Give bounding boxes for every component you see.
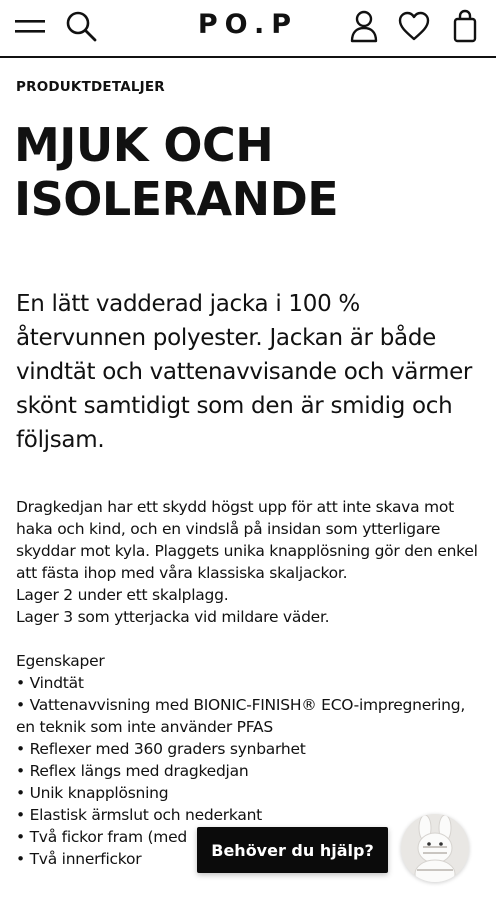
list-item: • Vindtät <box>16 672 486 694</box>
list-item: • Två fickor fram (med <box>16 826 486 848</box>
list-item: • Vattenavvisning med BIONIC-FINISH® ECO-impregnering, en teknik som inte använder PFAS <box>16 694 486 738</box>
section-label: PRODUKTDETALJER <box>16 79 165 95</box>
description-paragraph: Dragkedjan har ett skydd högst upp för att inte skava mot haka och kind, och en vindslå på insidan som ytterligare skyddar mot kyla. Plaggets unika knapplösning gör den enkel att fästa ihop med våra klassiska skaljackor. <box>16 498 478 582</box>
properties-heading: Egenskaper <box>16 652 105 670</box>
heart-icon[interactable] <box>396 8 432 44</box>
list-item: • Reflex längs med dragkedjan <box>16 760 486 782</box>
plush-bunny-avatar-icon[interactable] <box>401 814 469 882</box>
product-description <box>16 496 486 628</box>
site-header <box>0 0 496 58</box>
site-logo[interactable]: PO.P <box>197 9 299 40</box>
product-lead: En lätt vadderad jacka i 100 % återvunnen polyester. Jackan är både vindtät och vattenavvisande och värmer skönt samtidigt som den är smidig och följsam. <box>16 291 473 453</box>
list-item: • Elastisk ärmslut och nederkant <box>16 804 486 826</box>
description-line-layer-2: Lager 2 under ett skalplagg. <box>16 586 229 604</box>
description-line-layer-3: Lager 3 som ytterjacka vid mildare väder. <box>16 608 330 626</box>
list-item: • Två innerfickor <box>16 848 486 870</box>
list-item: • Unik knapplösning <box>16 782 486 804</box>
product-title: MJUK OCH ISOLERANDE <box>14 118 339 226</box>
list-item: • Reflexer med 360 graders synbarhet <box>16 738 486 760</box>
help-chat-button[interactable]: Behöver du hjälp? <box>197 827 388 873</box>
user-icon[interactable] <box>346 8 382 44</box>
shopping-bag-icon[interactable] <box>447 8 483 44</box>
